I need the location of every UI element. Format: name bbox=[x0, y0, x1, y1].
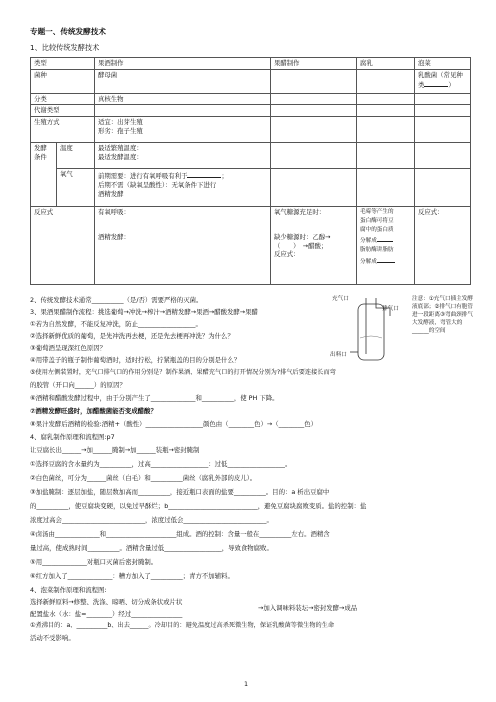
text-line: ⑥酒精和醋酸发酵过程中，由于分别产生了______________和__________，使 PH 下降。 bbox=[30, 394, 279, 402]
table-cell bbox=[415, 69, 471, 93]
table-row bbox=[31, 69, 471, 93]
text-line: →加入调味料装坛→密封发酵→成品 bbox=[258, 604, 358, 612]
row-sublabel: 氧气 bbox=[57, 169, 95, 207]
text-line: 2、传统发酵技术通常__________（是/否）需要严格的灭菌。 bbox=[30, 296, 203, 304]
row-label: 菌种 bbox=[31, 69, 95, 93]
table-header-row bbox=[31, 58, 471, 70]
table-header-cell: 腐乳 bbox=[357, 58, 415, 70]
fill-blank bbox=[424, 79, 448, 87]
cell-line: 最适繁殖温度： bbox=[98, 144, 143, 153]
inlet-label: 充气口 bbox=[332, 296, 349, 302]
table-cell bbox=[95, 117, 271, 143]
text-line: ⑦酒精发酵旺盛时，加醋酸菌能否变成醋酸？ bbox=[30, 407, 157, 415]
text-line: 4、腐乳制作原理和流程图:p7 bbox=[30, 433, 115, 441]
cell-line: 分解成 bbox=[360, 238, 377, 245]
text-line: ⑧果汁发酵后酒精的检验:酒精+（酸性）__________________颜色由（________色）→（________色） bbox=[30, 420, 317, 428]
table-header-cell: 果酒制作 bbox=[95, 58, 271, 70]
text-line: 让豆腐长出______→加______腌制→加______装瓶→密封腌制 bbox=[30, 446, 200, 454]
cell-line: 氧气糖源充足时： bbox=[274, 208, 326, 217]
table-cell bbox=[95, 207, 271, 285]
table-cell bbox=[271, 69, 357, 93]
table-header-cell: 果醋制作 bbox=[271, 58, 357, 70]
cell-line: 蛋白酶可将豆 bbox=[360, 217, 394, 224]
text-line: 浓度过高会__________________________，浓度过低会__________________________。 bbox=[30, 516, 273, 524]
comparison-table bbox=[30, 57, 471, 285]
fill-blank bbox=[187, 170, 221, 178]
table-cell bbox=[95, 169, 271, 207]
cell-line: ； bbox=[221, 172, 228, 181]
text-line: ②白色菌丝，可分为______菌丝（白毛）和__________菌丝（腐乳外部的皮儿）。 bbox=[30, 474, 257, 482]
cell-line: 反应式： bbox=[274, 250, 300, 259]
cell-line: （ ） →醋酸； bbox=[274, 241, 328, 250]
row-sublabel: 温度 bbox=[57, 143, 95, 169]
table-cell bbox=[357, 69, 415, 93]
cell-line: 脂肪酶讲脂肪 bbox=[360, 246, 394, 253]
text-line: ①选择豆腐的含水量约为__________，过高__________________：过低__________________。 bbox=[30, 460, 292, 468]
text-line: ①煮沸目的：a、__________b、出去______。冷却目的：避免温度过高杀死微生物，保证乳酸菌等微生物的生命 bbox=[30, 622, 335, 629]
table-header-cell: 类型 bbox=[31, 58, 95, 70]
text-line: 的__________，使豆腐块变硬，以免过早酥烂；b____________________________，避免豆腐块腐败变质。盐的控制：盐 bbox=[30, 502, 367, 510]
cell-text: ） bbox=[448, 81, 455, 90]
cell-line: 酒精发酵： bbox=[98, 232, 130, 241]
row-label: 分类 bbox=[31, 93, 95, 105]
table-cell bbox=[271, 207, 357, 285]
text-line: 量过高，使成熟时间__________。酒精含量过低__________________，导致食物腐败。 bbox=[30, 544, 273, 552]
row-label: 生殖方式 bbox=[31, 117, 95, 143]
row-label: 反应式 bbox=[31, 207, 95, 285]
cell-line: 前期需要：进行有氧呼吸有利于 bbox=[98, 172, 188, 181]
text-line: ④卤汤由______________和______________________组成。酒的控制：含量一般在__________左右。酒精含 bbox=[30, 530, 330, 538]
table-row bbox=[31, 207, 471, 285]
cell-line: 酒精发酵 bbox=[98, 189, 124, 198]
cell-line: 后期不需（缺氧呈酸性）：无氧条件下进行 bbox=[98, 180, 217, 189]
table-header-cell: 泡菜 bbox=[415, 58, 471, 70]
text-line: ③葡萄酒呈现深红色原因？ bbox=[30, 344, 107, 352]
doc-title: 专题一、传统发酵技术 bbox=[30, 27, 106, 36]
row-label: 发酵条件 bbox=[31, 143, 57, 207]
table-cell: 真核生物 bbox=[95, 93, 271, 105]
text-line: ③加盐腌制：逐层加盐，随层数加高而__________，接近瓶口表面的盐要__________。目的：a 析出豆腐中 bbox=[30, 488, 330, 496]
text-line: 的胶管（开口向______）的原因？ bbox=[30, 381, 126, 389]
text-line: 3、果酒果醋制作流程：挑选葡萄→冲洗→榨汁→酒精发酵→果酒→醋酸发酵→果醋 bbox=[30, 308, 258, 316]
text-line: ②选择新鲜优质的葡萄，是先冲洗再去梗，还是先去梗再冲洗？为什么？ bbox=[30, 332, 234, 340]
cell-line: 最适发酵温度： bbox=[98, 152, 143, 161]
table-row bbox=[31, 105, 471, 117]
text-line: 4、泡菜制作原理和流程图: bbox=[30, 586, 107, 594]
text-line: 活动不受影响。 bbox=[30, 634, 75, 642]
cell-line: 有氧呼吸： bbox=[98, 208, 130, 217]
cell-line: 腐中的蛋白质 bbox=[360, 226, 394, 233]
discharge-label: 出料口 bbox=[330, 352, 347, 358]
table-cell bbox=[357, 207, 415, 285]
cell-line: 形劣：孢子生殖 bbox=[98, 126, 143, 135]
cell-line: 分解成 bbox=[360, 258, 377, 265]
table-row bbox=[31, 169, 471, 207]
cell-line: 缺少糖源时：乙醇→ bbox=[274, 232, 331, 241]
apparatus-note: 注意：①充气口插主发酵液底部；②排气口有胞管进一段距离③弯曲颈排气大发酵液，弯管大的______的空间 bbox=[412, 296, 473, 335]
row-label: 代谢类型 bbox=[31, 105, 95, 117]
cell-text: 乳酸菌（常见种类 bbox=[418, 70, 463, 90]
cell-line: 适宜：出芽生殖 bbox=[98, 118, 143, 127]
text-line: 配置盐水（水：盐=________）经过________________ bbox=[30, 610, 183, 618]
table-cell: 酵母菌 bbox=[95, 69, 271, 93]
text-line: ⑤使用左侧装置时，充气口排气口的作用分别是？制作果酒、果醋充气口的打开情况分别为?排气后要连接长而弯 bbox=[30, 369, 336, 376]
fill-blank bbox=[377, 255, 395, 263]
table-row bbox=[31, 143, 471, 169]
text-line: ⑤用______________对瓶口灭菌后密封腌制。 bbox=[30, 558, 158, 566]
table-row bbox=[31, 93, 471, 105]
cell-line: 毛霉等产生的 bbox=[360, 209, 394, 216]
table-row bbox=[31, 117, 471, 143]
page-number: 1 bbox=[244, 680, 249, 688]
table-cell bbox=[95, 143, 271, 169]
fermenter-diagram bbox=[350, 298, 410, 368]
section-1-heading: 1、比较传统发酵技术 bbox=[30, 43, 100, 52]
text-line: ⑥红方加入了______________：糟方加入了__________；青方不加辅料。 bbox=[30, 572, 234, 580]
text-line: ①若为自然发酵，不能反复冲洗，防止__________________。 bbox=[30, 320, 202, 328]
outlet-label: 排气口 bbox=[382, 306, 399, 312]
table-cell: 反应式： bbox=[415, 207, 471, 285]
text-line: 选择新鲜原料→修整、洗涤、晾晒、切分成条状或片状 bbox=[30, 598, 183, 606]
text-line: ④用带盖子的瓶子制作葡萄酒时，适时拧松，拧紧瓶盖的目的分别是什么？ bbox=[30, 356, 241, 364]
fill-blank bbox=[377, 234, 393, 242]
